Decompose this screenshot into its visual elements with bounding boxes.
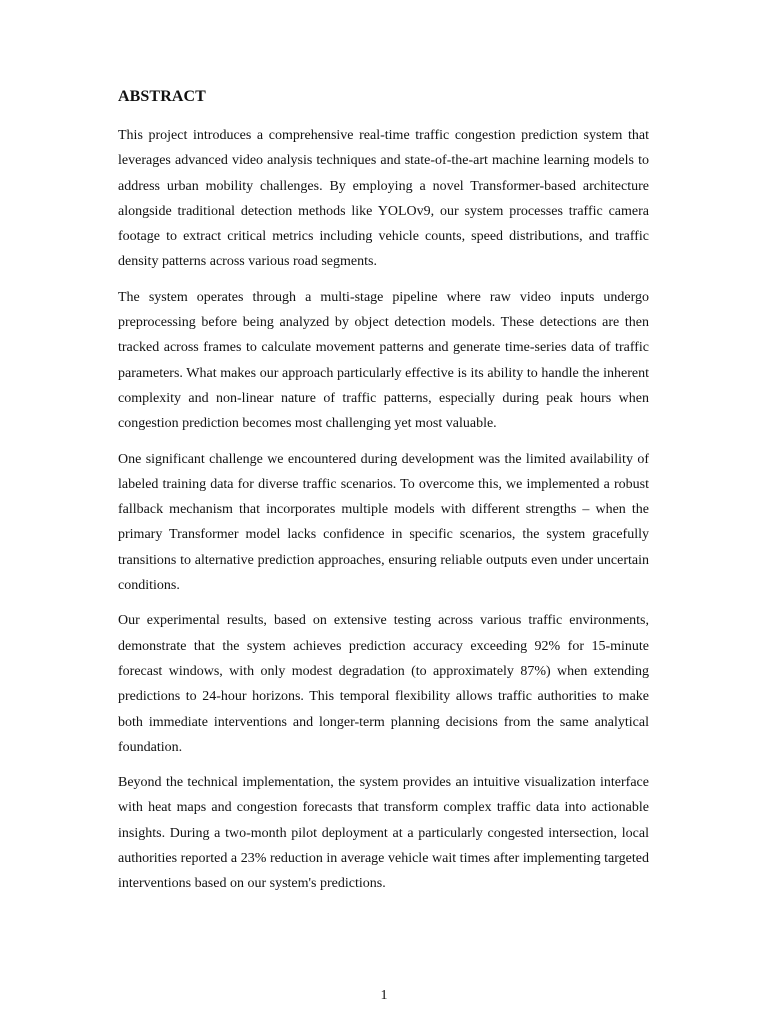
- paragraph-4: Our experimental results, based on extensive testing across various traffic environments, demonstrate that the system achieves prediction accuracy exceeding 92% for 15-minute forecast windows, with only modest degradation (to approximately 87%) when extending predictions to 24-hour horizons. This temporal flexibility allows traffic authorities to make both immediate interventions and longer-term planning decisions from the same analytical foundation.: [118, 613, 649, 755]
- abstract-body: [118, 123, 649, 907]
- paragraph-5: Beyond the technical implementation, the system provides an intuitive visualization interface with heat maps and congestion forecasts that transform complex traffic data into actionable insights. During a two-month pilot deployment at a particularly congested intersection, local authorities reported a 23% reduction in average vehicle wait times after implementing targeted interventions based on our system's predictions.: [118, 775, 649, 892]
- paragraph-1: This project introduces a comprehensive real-time traffic congestion prediction system that leverages advanced video analysis techniques and state-of-the-art machine learning models to address urban mobility challenges. By employing a novel Transformer-based architecture alongside traditional detection methods like YOLOv9, our system processes traffic camera footage to extract critical metrics including vehicle counts, speed distributions, and traffic density patterns across various road segments.: [118, 128, 649, 270]
- paragraph-3: One significant challenge we encountered during development was the limited availability of labeled training data for diverse traffic scenarios. To overcome this, we implemented a robust fallback mechanism that incorporates multiple models with different strengths – when the primary Transformer model lacks confidence in specific scenarios, the system gracefully transitions to alternative prediction approaches, ensuring reliable outputs even under uncertain conditions.: [118, 451, 649, 594]
- page-number: 1: [380, 988, 388, 1003]
- abstract-heading: ABSTRACT: [118, 88, 206, 105]
- paragraph-2: The system operates through a multi-stage pipeline where raw video inputs undergo preprocessing before being analyzed by object detection models. These detections are then tracked across frames to calculate movement patterns and generate time-series data of traffic parameters. What makes our approach particularly effective is its ability to handle the inherent complexity and non-linear nature of traffic patterns, especially during peak hours when congestion prediction becomes most challenging yet most valuable.: [118, 289, 649, 432]
